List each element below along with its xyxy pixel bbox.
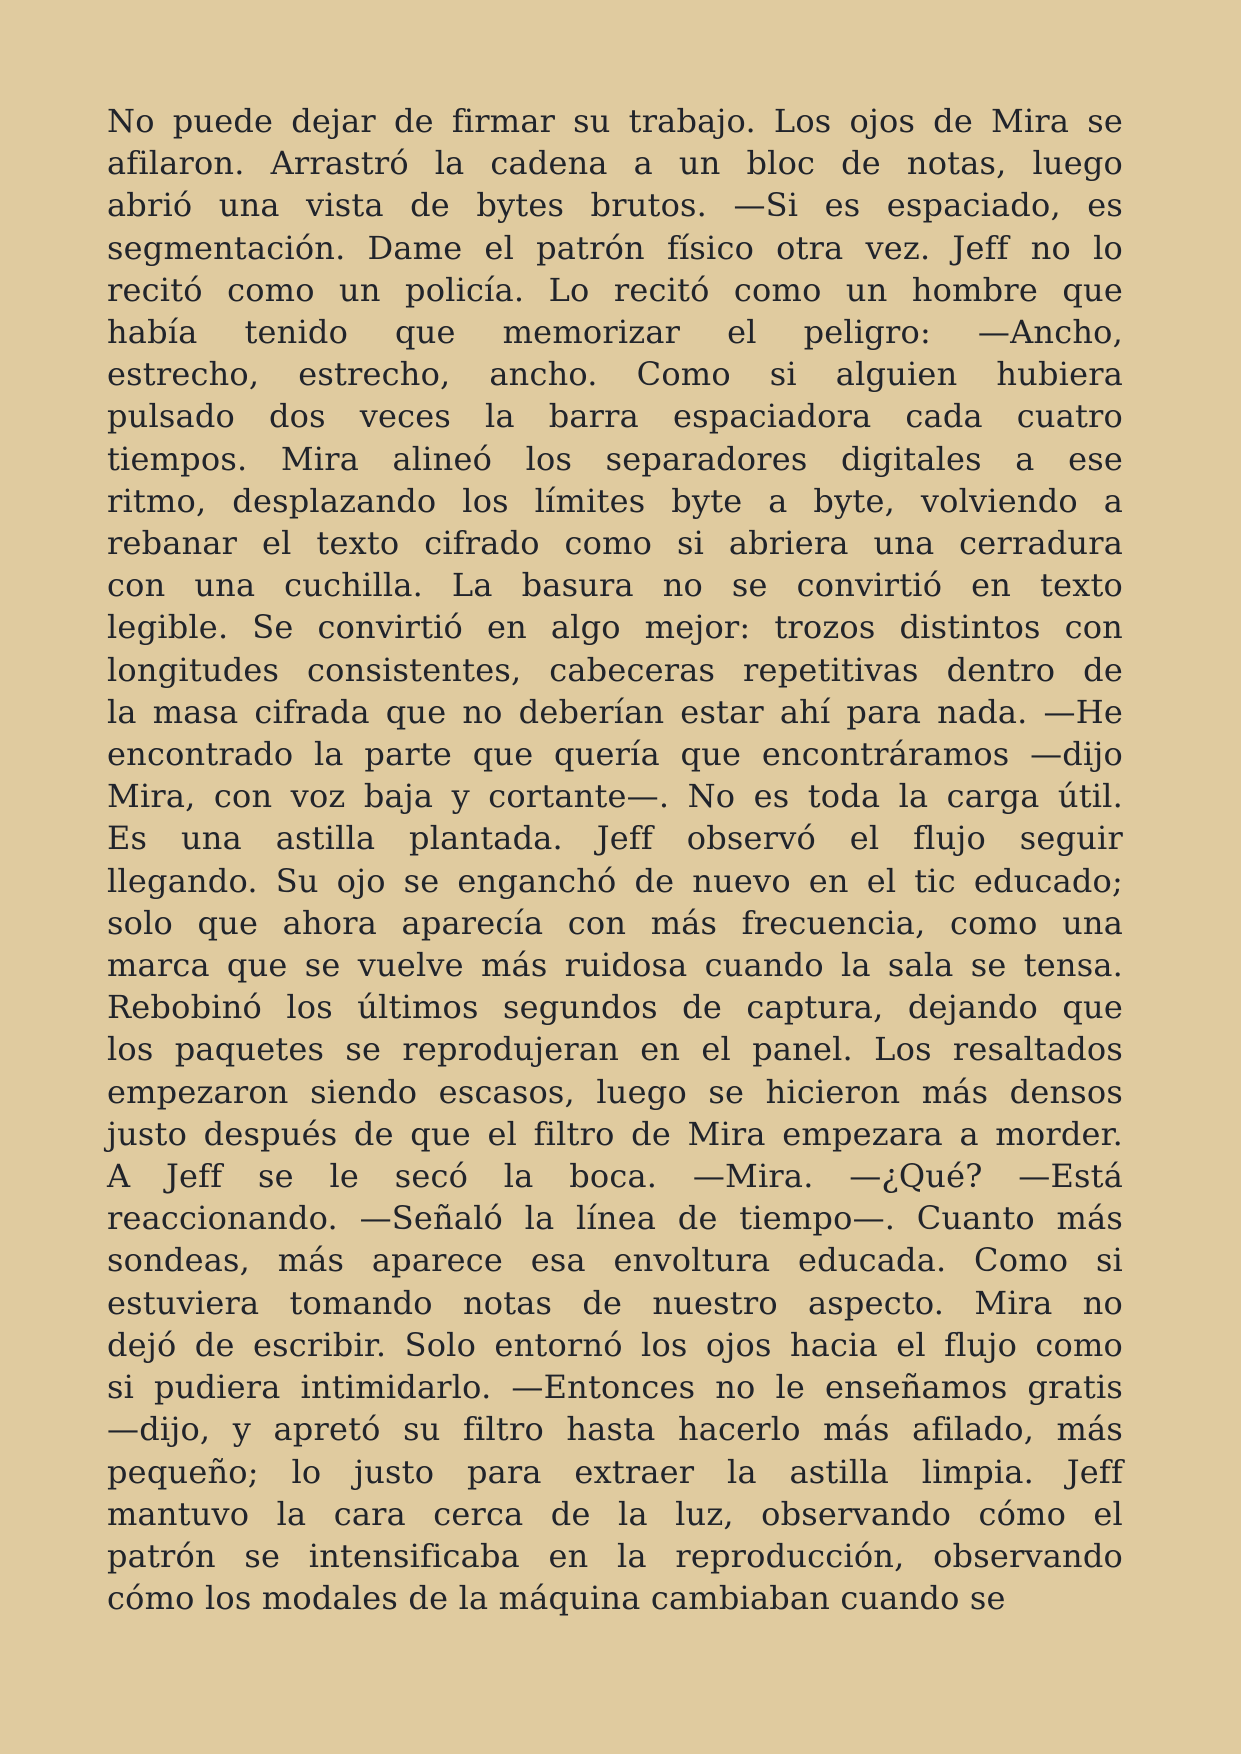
text-line: había tenido que memorizar el peligro: —Ancho, bbox=[107, 313, 1123, 352]
text-line: —dijo, y apretó su filtro hasta hacerlo más afilado, más bbox=[107, 1410, 1123, 1449]
text-line: patrón se intensificaba en la reproducción, observando bbox=[107, 1536, 1123, 1575]
text-line: llegando. Su ojo se enganchó de nuevo en el tic educado; bbox=[107, 861, 1123, 900]
text-line: afilaron. Arrastró la cadena a un bloc de notas, luego bbox=[107, 144, 1123, 183]
text-line: la masa cifrada que no deberían estar ahí para nada. —He bbox=[107, 692, 1123, 731]
text-line: ritmo, desplazando los límites byte a byte, volviendo a bbox=[107, 481, 1123, 520]
text-line: encontrado la parte que quería que encontráramos —dijo bbox=[107, 735, 1123, 774]
text-line: empezaron siendo escasos, luego se hicieron más densos bbox=[107, 1072, 1123, 1111]
text-line: sondeas, más aparece esa envoltura educada. Como si bbox=[107, 1241, 1123, 1280]
text-line: No puede dejar de firmar su trabajo. Los ojos de Mira se bbox=[107, 102, 1123, 140]
text-line: cómo los modales de la máquina cambiaban cuando se bbox=[107, 1579, 1006, 1618]
text-line: justo después de que el filtro de Mira empezara a morder. bbox=[107, 1114, 1123, 1153]
text-line: Rebobinó los últimos segundos de captura, dejando que bbox=[107, 988, 1123, 1027]
text-line: dejó de escribir. Solo entornó los ojos hacia el flujo como bbox=[107, 1325, 1123, 1364]
text-line: marca que se vuelve más ruidosa cuando la sala se tensa. bbox=[107, 946, 1123, 985]
text-line: rebanar el texto cifrado como si abriera una cerradura bbox=[107, 524, 1123, 563]
text-line: longitudes consistentes, cabeceras repetitivas dentro de bbox=[107, 650, 1123, 689]
text-line: A Jeff se le secó la boca. —Mira. —¿Qué? —Está bbox=[107, 1157, 1123, 1196]
text-line: estrecho, estrecho, ancho. Como si alguien hubiera bbox=[107, 355, 1123, 394]
text-line: pulsado dos veces la barra espaciadora cada cuatro bbox=[107, 397, 1123, 436]
text-line: los paquetes se reprodujeran en el panel. Los resaltados bbox=[107, 1030, 1123, 1069]
text-line: Mira, con voz baja y cortante—. No es toda la carga útil. bbox=[107, 777, 1123, 816]
text-line: solo que ahora aparecía con más frecuencia, como una bbox=[107, 903, 1123, 942]
text-line: segmentación. Dame el patrón físico otra vez. Jeff no lo bbox=[107, 228, 1123, 267]
paragraph-text bbox=[107, 100, 1123, 1619]
text-line: recitó como un policía. Lo recitó como un hombre que bbox=[107, 270, 1123, 309]
text-line: Es una astilla plantada. Jeff observó el flujo seguir bbox=[107, 819, 1123, 858]
text-line: con una cuchilla. La basura no se convirtió en texto bbox=[107, 566, 1123, 605]
text-line: pequeño; lo justo para extraer la astilla limpia. Jeff bbox=[107, 1452, 1123, 1491]
text-line: abrió una vista de bytes brutos. —Si es espaciado, es bbox=[107, 186, 1123, 225]
text-line: legible. Se convirtió en algo mejor: trozos distintos con bbox=[107, 608, 1123, 647]
text-line: si pudiera intimidarlo. —Entonces no le enseñamos gratis bbox=[107, 1368, 1123, 1407]
text-line: mantuvo la cara cerca de la luz, observando cómo el bbox=[107, 1494, 1123, 1533]
text-line: estuviera tomando notas de nuestro aspecto. Mira no bbox=[107, 1283, 1123, 1322]
text-line: reaccionando. —Señaló la línea de tiempo—. Cuanto más bbox=[107, 1199, 1123, 1238]
text-line: tiempos. Mira alineó los separadores digitales a ese bbox=[107, 439, 1123, 478]
